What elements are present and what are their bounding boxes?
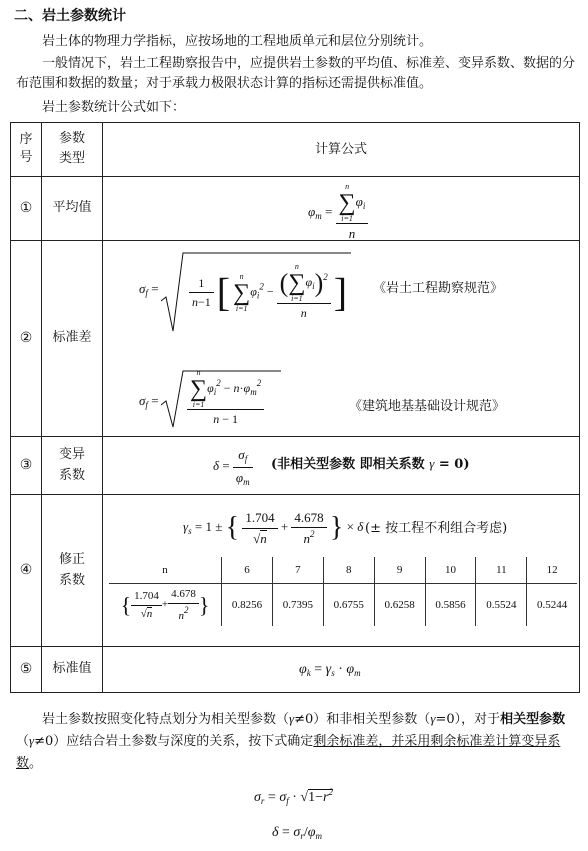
row-type: 修正系数 xyxy=(42,495,103,647)
correction-table: n 6 7 8 9 10 11 12 { $\frac{1.704}{√n}$ + $\frac{4.678}{n^2}$ } 0.8256 0.7395 0.6755 0.6258 0.5856 0.5524 0.5244 xyxy=(109,557,577,626)
row-type: 平均值 xyxy=(42,177,103,241)
row-no: ③ xyxy=(11,437,42,495)
row-type: 标准差 xyxy=(42,241,103,437)
correction-note: (± 按工程不利组合考虑) xyxy=(365,521,508,536)
residual-cv-formula: $\delta = \sigma_r/\varphi_m$ xyxy=(272,825,322,841)
source-2: 《建筑地基基础设计规范》 xyxy=(349,399,506,414)
formula-std: $\sigma_f$ = $\frac{1}{n-1}$ [ n ∑ i=1 $\varphi_i^2$ − ( n ∑ i=1 $\varphi_i)^2$ n ] 《岩土工程勘察规范》 $\sigma_f$ = n ∑ i=1 $\varphi_i^2 - n\cdot\varphi_m^2$ n − 1 《建筑地基基础设计规范》 xyxy=(103,241,580,437)
formula-cv: δ = $\frac{\sigma_f}{\varphi_m}$ (非相关型参数 即相关系数 γ = 0) xyxy=(103,437,580,495)
coef-expression: { $\frac{1.704}{√n}$ + $\frac{4.678}{n^2}$ } xyxy=(120,588,210,622)
paragraph-2: 一般情况下，岩土工程勘察报告中，应提供岩土参数的平均值、标准差、变异系数、数据的分布范围和数据的数量；对于承载力极限状态计算的指标还需提供标准值。 xyxy=(16,56,576,92)
formula-mean: $\varphi_m$ = n ∑ i=1 $\varphi_i$ n xyxy=(103,177,580,241)
residual-std-formula: $\sigma_r = \sigma_f \cdot √1-r^2$ xyxy=(254,787,333,806)
paragraph-3: 岩土参数统计公式如下： xyxy=(42,100,186,115)
header-formula: 计算公式 xyxy=(103,123,580,177)
formula-standard: $\varphi_k = \gamma_s \cdot \varphi_m$ xyxy=(103,647,580,693)
paragraph-1: 岩土体的物理力学指标，应按场地的工程地质单元和层位分别统计。 xyxy=(42,34,433,49)
table-row xyxy=(11,647,580,693)
row-no: ① xyxy=(11,177,42,241)
header-no: 序号 xyxy=(11,123,42,177)
formula-correction: $\gamma_s = 1$ ± { $\frac{1.704}{√n}$ + $\frac{4.678}{n^2}$ } × δ (± 按工程不利组合考虑) n 6 7 8 9 10 11 12 { $\frac{1.704}{√n}$ + $\frac{4.678}{n^2}$ } 0.8256 0.7395 0.6755 0.6258 0.5856 0.5524 0.5244 xyxy=(103,495,580,647)
header-type: 参数类型 xyxy=(42,123,103,177)
table-row xyxy=(11,177,580,241)
stats-table xyxy=(10,122,580,693)
n-label: n xyxy=(109,557,222,584)
row-type: 标准值 xyxy=(42,647,103,693)
row-no: ⑤ xyxy=(11,647,42,693)
table-header-row xyxy=(11,123,580,177)
footer-paragraph: 岩土参数按照变化特点划分为相关型参数（γ≠0）和非相关型参数（γ=0），对于相关型参数（γ≠0）应结合岩土参数与深度的关系，按下式确定剩余标准差，并采用剩余标准差计算变异系数。 xyxy=(16,711,566,771)
row-no: ② xyxy=(11,241,42,437)
section-title: 二、岩土参数统计 xyxy=(14,8,126,24)
source-1: 《岩土工程勘察规范》 xyxy=(373,281,504,296)
table-row xyxy=(11,241,580,437)
row-type: 变异系数 xyxy=(42,437,103,495)
row-no: ④ xyxy=(11,495,42,647)
table-row xyxy=(11,495,580,647)
table-row xyxy=(11,437,580,495)
